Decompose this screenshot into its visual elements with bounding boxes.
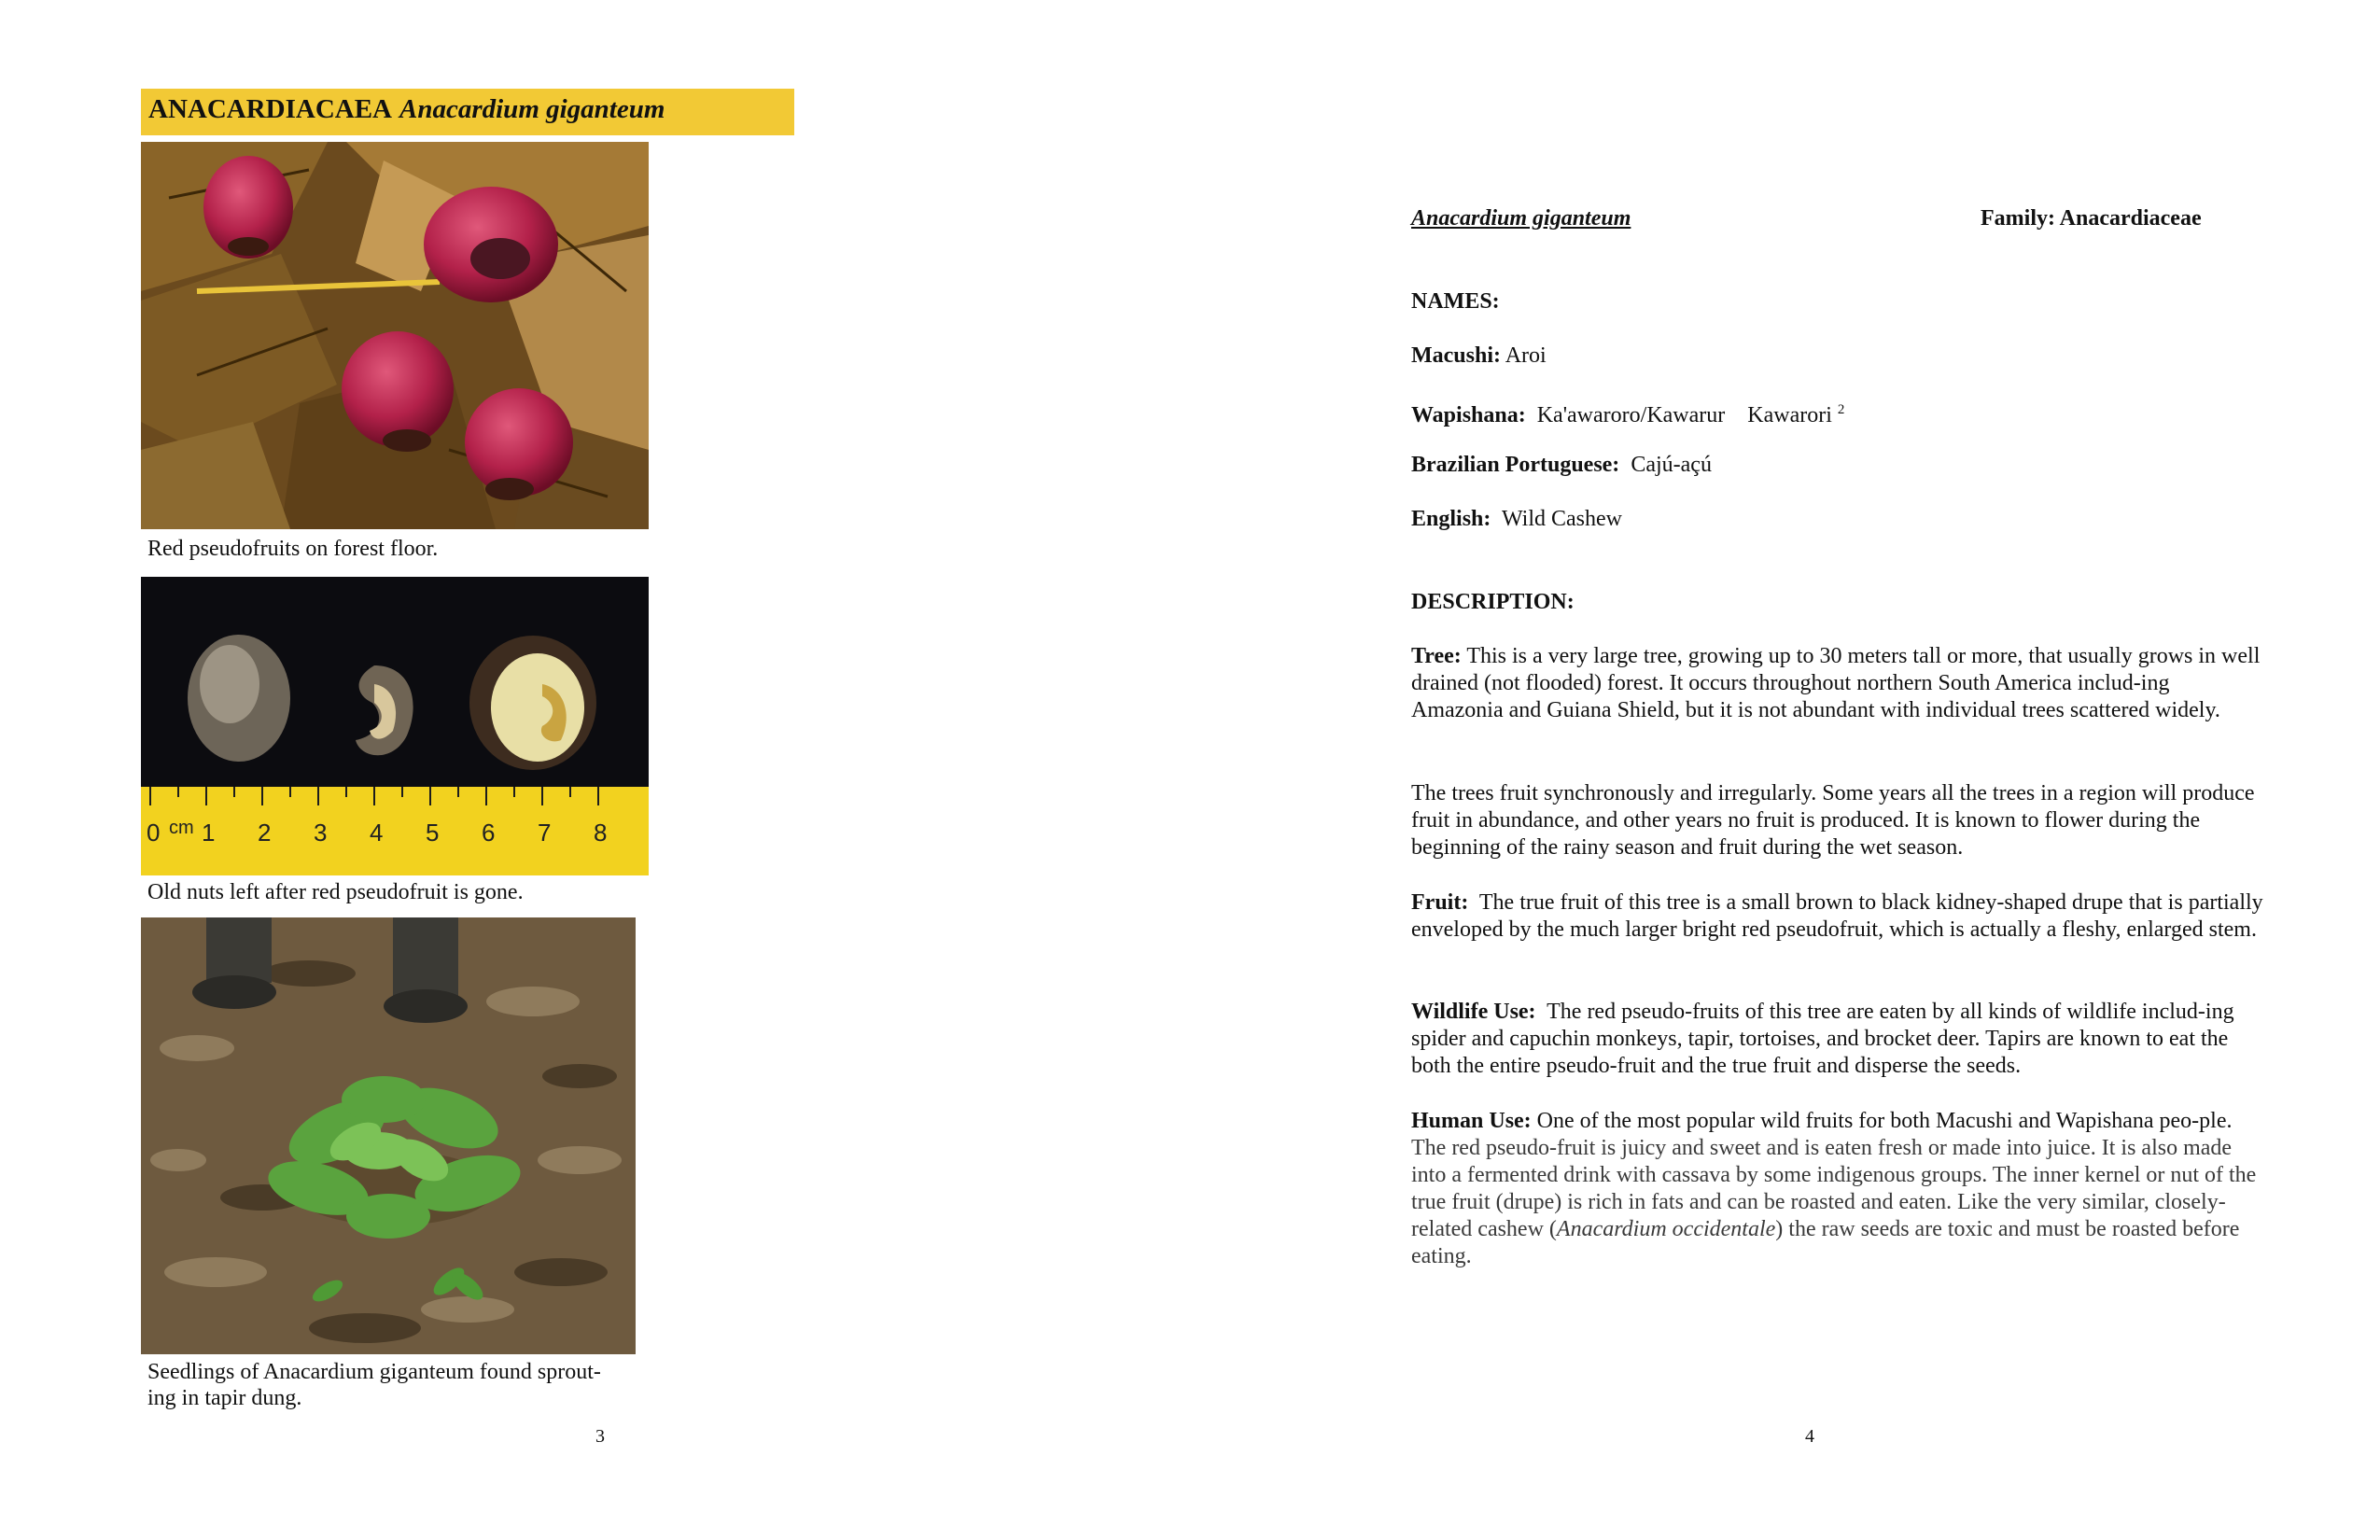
photo-caption-3: Seedlings of Anacardium giganteum found sprout- ing in tapir dung.	[147, 1360, 601, 1410]
species-title: Anacardium giganteum	[1411, 206, 1631, 231]
ruler-number: 6	[482, 819, 496, 847]
name-label: English:	[1411, 507, 1491, 531]
ruler-number: 4	[370, 819, 384, 847]
para-text: The red pseudo-fruits of this tree are eaten by all kinds of wildlife includ-ing spider and capuchin monkeys, tapir, tortoises, and brocket deer. Tapirs are known to eat the both the entire pseudo-fruit and the true fruit and disperse the seeds.	[1411, 1000, 2234, 1078]
name-value: Wild Cashew	[1501, 507, 1622, 531]
photo-red-pseudofruits	[141, 142, 649, 529]
names-heading: NAMES:	[1411, 289, 1500, 314]
ruler-number: 1	[202, 819, 216, 847]
header-family: ANACARDIACAEA	[148, 94, 392, 124]
species-italic: Anacardium occidentale	[1556, 1217, 1776, 1241]
paragraph-tree	[1411, 643, 2265, 724]
ruler-number: 8	[594, 819, 608, 847]
page-number-right: 4	[1805, 1426, 1814, 1447]
para-text: The true fruit of this tree is a small brown to black kidney-shaped drupe that is partially enveloped by the much larger bright red pseudofruit, which is actually a fleshy, enlarged stem.	[1411, 890, 2263, 942]
photo-seedlings	[141, 917, 636, 1354]
paragraph-wildlife-use	[1411, 999, 2265, 1080]
ruler-number: 3	[314, 819, 328, 847]
name-label: Brazilian Portuguese:	[1411, 453, 1620, 477]
name-english	[1411, 506, 1622, 533]
photo-caption-1: Red pseudofruits on forest floor.	[147, 537, 439, 561]
name-label: Wapishana:	[1411, 403, 1526, 427]
ruler-number: 2	[258, 819, 272, 847]
para-text: ) the raw seeds are toxic and must be roasted before eating.	[1411, 1217, 2240, 1268]
ruler-number: 0	[147, 819, 161, 847]
photo-old-nuts-ruler	[141, 577, 649, 875]
ruler-number: 7	[538, 819, 552, 847]
para-label: Human Use:	[1411, 1109, 1532, 1133]
name-value: Aroi	[1505, 343, 1547, 368]
para-label: Fruit:	[1411, 890, 1469, 915]
footnote-ref: 2	[1837, 402, 1845, 417]
ruler-number: 5	[426, 819, 440, 847]
name-macushi	[1411, 343, 1547, 370]
family-label: Family: Anacardiaceae	[1981, 206, 2202, 231]
page-number-left: 3	[595, 1426, 605, 1447]
header-genus-species: Anacardium giganteum	[399, 94, 665, 124]
paragraph-fruit	[1411, 889, 2265, 944]
description-heading: DESCRIPTION:	[1411, 590, 1575, 614]
para-label: Wildlife Use:	[1411, 1000, 1536, 1024]
name-value: Cajú-açú	[1631, 453, 1712, 477]
para-label: Tree:	[1411, 644, 1462, 668]
para-text: This is a very large tree, growing up to 30 meters tall or more, that usually grows in well drained (not flooded) forest. It occurs throughout northern South America includ-ing Amazonia and Guiana Shield, but it is not abundant with individual trees scattered widely.	[1411, 644, 2261, 722]
para-text: The red pseudo-fruit is juicy and sweet and is eaten fresh or made into juice. It is also made into a fermented drink with cassava by some indigenous groups. The inner kernel or nut of the true fruit (drupe) is rich in fats and can be roasted and eaten. Like the very similar, closely-related cashew (	[1411, 1136, 2257, 1241]
name-value: Ka'awaroro/Kawarur Kawarori	[1536, 403, 1832, 427]
paragraph-human-use	[1411, 1108, 2265, 1270]
name-wapishana	[1411, 397, 1844, 429]
photo-caption-2: Old nuts left after red pseudofruit is gone.	[147, 880, 524, 904]
name-label: Macushi:	[1411, 343, 1501, 368]
para-text-lead: One of the most popular wild fruits for both Macushi and Wapishana peo-ple.	[1536, 1109, 2233, 1133]
ruler-unit: cm	[169, 818, 194, 838]
name-portuguese	[1411, 452, 1712, 479]
paragraph-fruiting: The trees fruit synchronously and irregularly. Some years all the trees in a region will produce fruit in abundance, and other years no fruit is produced. It is known to flower during the beginning of the rainy season and fruit during the wet season.	[1411, 781, 2255, 860]
species-header-bar	[141, 89, 794, 135]
